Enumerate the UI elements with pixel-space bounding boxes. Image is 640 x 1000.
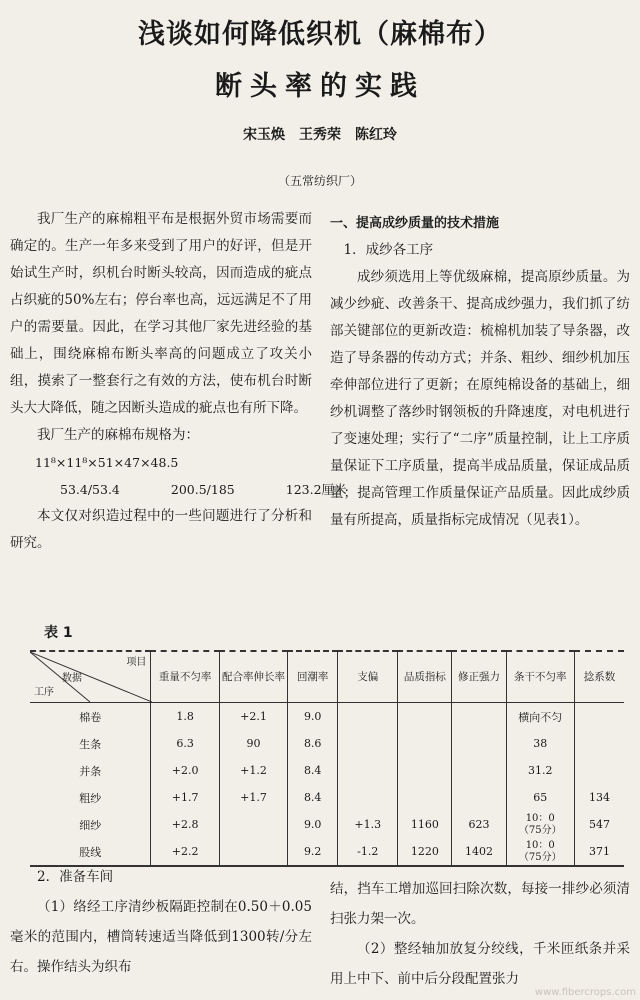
- table-row: [30, 811, 624, 838]
- cell: 1402: [452, 838, 506, 866]
- corner-proc: 工序: [34, 687, 54, 698]
- table-row: [30, 730, 624, 757]
- cell: 8.4: [288, 757, 338, 784]
- cell: 横向不匀: [506, 703, 574, 731]
- cell: 9.0: [288, 703, 338, 731]
- bottom-left-paragraph: （1）络经工序清纱板隔距控制在0.50＋0.05毫米的范围内，槽筒转速适当降低到1300转/分左右。操作结头为织布: [10, 899, 312, 975]
- right-column: [330, 210, 630, 534]
- cell: +2.0: [151, 757, 219, 784]
- cell: [219, 811, 287, 838]
- cell: [398, 757, 452, 784]
- corner-data: 数据: [62, 673, 82, 684]
- cell: [398, 703, 452, 731]
- left-column: [10, 206, 347, 557]
- col-head-3: 回潮率: [288, 651, 338, 703]
- col-head-1: 重量不匀率: [151, 651, 219, 703]
- cell: 65: [506, 784, 574, 811]
- corner-item: 项目: [126, 657, 147, 668]
- cell-main: 10：0: [525, 812, 555, 824]
- table-label: 表 1: [44, 625, 73, 641]
- col-head-6: 修正强力: [452, 651, 506, 703]
- cell: 1160: [398, 811, 452, 838]
- cell-sub: （75分）: [518, 851, 562, 863]
- col-head-7: 条干不匀率: [506, 651, 574, 703]
- section-title: 一、提高成纱质量的技术措施: [330, 216, 500, 231]
- table-1: [30, 650, 624, 867]
- cell: 6.3: [151, 730, 219, 757]
- row-name: 生条: [79, 737, 102, 751]
- cell: 547: [574, 811, 624, 838]
- cell: +1.7: [219, 784, 287, 811]
- authors: 宋玉焕 王秀荣 陈红玲: [243, 127, 397, 143]
- bottom-right-paragraph-2: （2）整经轴加放复分绞线，千米匝纸条并采用上中下、前中后分段配置张力: [330, 941, 630, 987]
- spec-2b: 200.5/185: [170, 482, 235, 497]
- cell: [452, 730, 506, 757]
- cell: [506, 811, 574, 838]
- cell: 8.6: [288, 730, 338, 757]
- cell: [398, 784, 452, 811]
- spec-line-1: 11⁸×11⁸×51×47×48.5: [35, 455, 179, 470]
- table-header-row: [30, 651, 624, 703]
- cell: 371: [574, 838, 624, 866]
- cell: 38: [506, 730, 574, 757]
- right-paragraph-1: 成纱须选用上等优级麻棉，提高原纱质量。为减少纱疵、改善条干、提高成纱强力，我们抓了纺部关键部位的更新改造：梳棉机加装了导条器，改造了导条器的传动方式；并条、粗纱、细纱机加压牵伸部位进行了更新；在原纯棉设备的基础上，细纱机调整了落纱时钢领板的升降速度，对电机进行了变速处理；实行了“二序”质量控制，让上工序质量保证下工序质量，提高半成品质量，保证成品质量；提高管理工作质量保证产品质量。因此成纱质量有所提高，质量指标完成情况（见表1）。: [330, 269, 630, 528]
- bottom-right-paragraph-1: 结，挡车工增加巡回扫除次数，每接一排纱必须清扫张力架一次。: [330, 881, 630, 927]
- cell: +1.2: [219, 757, 287, 784]
- cell: [452, 703, 506, 731]
- bottom-left-head: 2．准备车间: [37, 869, 114, 885]
- sub-title: 1．成纱各工序: [343, 242, 434, 258]
- cell-sub: （75分）: [518, 824, 562, 836]
- table-row: [30, 703, 624, 731]
- cell: [338, 730, 398, 757]
- bottom-right: [330, 874, 630, 994]
- cell: 134: [574, 784, 624, 811]
- row-name: 股线: [79, 845, 102, 859]
- row-name: 棉卷: [79, 710, 102, 724]
- table-corner-cell: [30, 651, 151, 703]
- cell: [398, 730, 452, 757]
- table-row: [30, 757, 624, 784]
- cell: 9.0: [288, 811, 338, 838]
- cell: 8.4: [288, 784, 338, 811]
- left-paragraph-3: 本文仅对织造过程中的一些问题进行了分析和研究。: [10, 508, 312, 551]
- row-name: 粗纱: [79, 791, 102, 805]
- col-head-4: 支偏: [338, 651, 398, 703]
- cell: 31.2: [506, 757, 574, 784]
- cell: +2.8: [151, 811, 219, 838]
- title-line-2: 断头率的实践: [215, 71, 425, 102]
- cell: 1220: [398, 838, 452, 866]
- cell: 9.2: [288, 838, 338, 866]
- col-head-5: 品质指标: [398, 651, 452, 703]
- spec-2a: 53.4/53.4: [60, 482, 120, 497]
- cell: [574, 703, 624, 731]
- cell: [338, 757, 398, 784]
- cell: 1.8: [151, 703, 219, 731]
- spec-2c: 123.2厘米: [285, 482, 347, 497]
- cell: 90: [219, 730, 287, 757]
- bottom-left: [10, 862, 312, 982]
- cell: +1.3: [338, 811, 398, 838]
- row-name: 并条: [79, 764, 102, 778]
- cell: [338, 703, 398, 731]
- cell: [452, 757, 506, 784]
- cell: [452, 784, 506, 811]
- cell: [574, 757, 624, 784]
- left-paragraph-1: 我厂生产的麻棉粗平布是根据外贸市场需要而确定的。生产一年多来受到了用户的好评，但是开始试生产时，织机台时断头较高，因而造成的疵点占织疵的50%左右；停台率也高，远远满足不了用户的需要量。因此，在学习其他厂家先进经验的基础上，围绕麻棉布断头率高的问题成立了攻关小组，摸索了一整套行之有效的方法，使布机台时断头大大降低，随之因断头造成的疵点也有所下降。: [10, 211, 312, 416]
- cell-main: 10：0: [525, 839, 555, 851]
- row-name: 细纱: [79, 818, 102, 832]
- left-paragraph-2: 我厂生产的麻棉布规格为：: [37, 427, 199, 443]
- affiliation: （五常纺织厂）: [277, 174, 362, 188]
- col-head-2: 配合率伸长率: [219, 651, 287, 703]
- cell: -1.2: [338, 838, 398, 866]
- title-line-1: 浅谈如何降低织机（麻棉布）: [138, 19, 502, 50]
- cell: [338, 784, 398, 811]
- cell: +2.2: [151, 838, 219, 866]
- table-row: [30, 784, 624, 811]
- cell: +1.7: [151, 784, 219, 811]
- cell: [574, 730, 624, 757]
- spec-line-2: [10, 476, 347, 503]
- col-head-8: 捻系数: [574, 651, 624, 703]
- cell: 623: [452, 811, 506, 838]
- watermark: www.fibercrops.com: [534, 987, 636, 998]
- cell: [506, 838, 574, 866]
- cell: +2.1: [219, 703, 287, 731]
